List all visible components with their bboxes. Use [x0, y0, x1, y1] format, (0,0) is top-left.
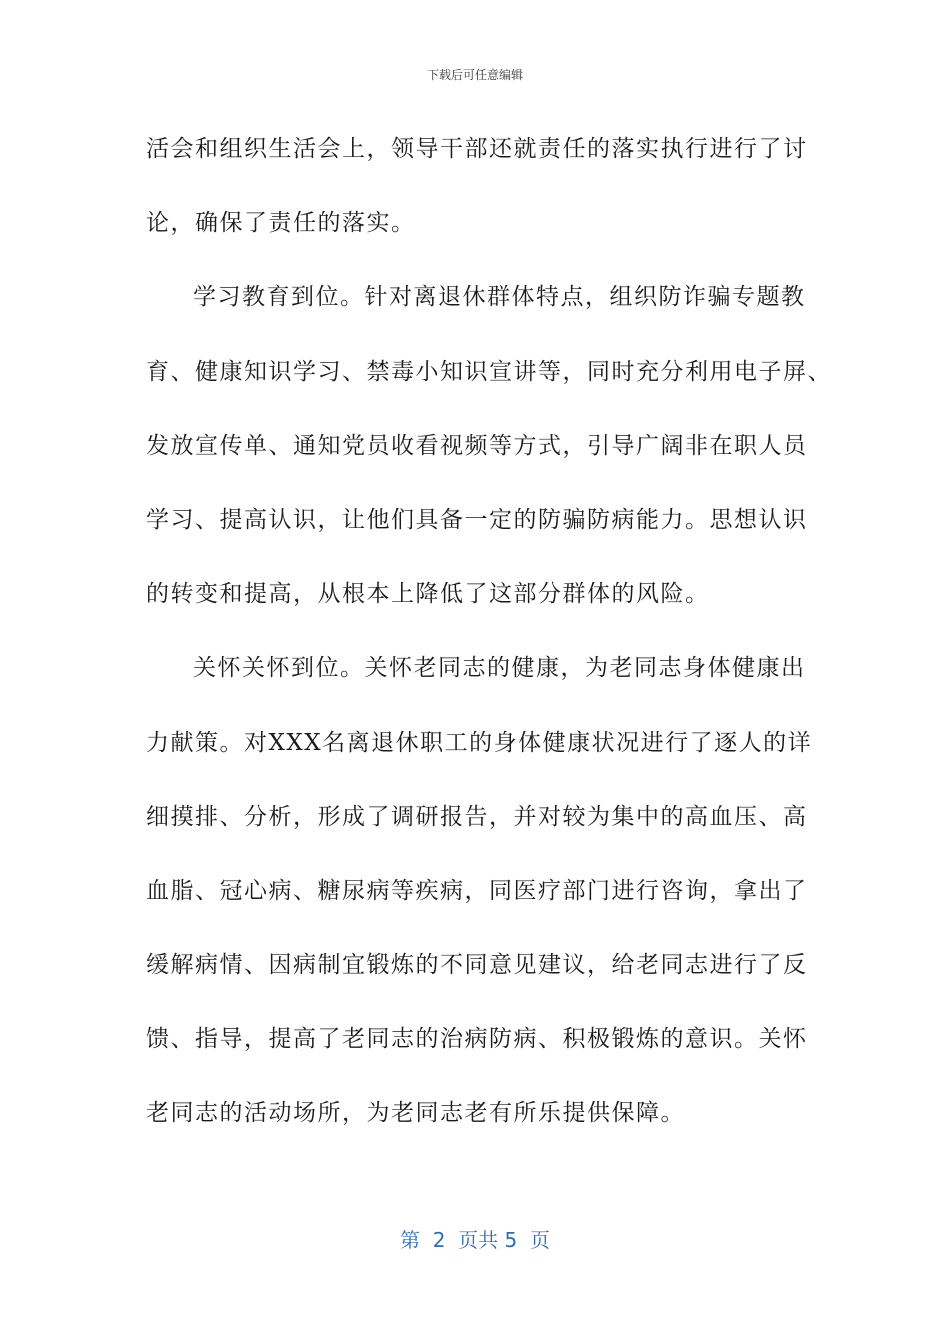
body-line: 血脂、冠心病、糖尿病等疾病，同医疗部门进行咨询，拿出了 — [146, 877, 808, 904]
paragraph-start-line: 关怀关怀到位。关怀老同志的健康，为老同志身体健康出 — [193, 655, 806, 682]
body-line: 学习、提高认识，让他们具备一定的防骗防病能力。思想认识 — [146, 506, 808, 533]
paragraph-start-line: 学习教育到位。针对离退休群体特点，组织防诈骗专题教 — [193, 284, 806, 311]
body-line: 论，确保了责任的落实。 — [146, 210, 416, 237]
document-body — [146, 112, 832, 1151]
body-line: 活会和组织生活会上，领导干部还就责任的落实执行进行了讨 — [146, 136, 808, 162]
body-line: 细摸排、分析，形成了调研报告，并对较为集中的高血压、高 — [146, 803, 808, 830]
body-line: 缓解病情、因病制宜锻炼的不同意见建议，给老同志进行了反 — [146, 952, 808, 979]
page-number-footer: 第 2 页共 5 页 — [400, 1228, 550, 1252]
page-header-note: 下载后可任意编辑 — [426, 68, 523, 82]
body-line: 发放宣传单、通知党员收看视频等方式，引导广阔非在职人员 — [146, 432, 808, 459]
body-line: 馈、指导，提高了老同志的治病防病、积极锻炼的意识。关怀 — [146, 1026, 808, 1053]
body-line: 力献策。对XXX名离退休职工的身体健康状况进行了逐人的详 — [146, 729, 813, 756]
body-line: 育、健康知识学习、禁毒小知识宣讲等，同时充分利用电子屏、 — [146, 358, 832, 385]
body-line: 老同志的活动场所，为老同志老有所乐提供保障。 — [146, 1100, 685, 1127]
body-line: 的转变和提高，从根本上降低了这部分群体的风险。 — [146, 581, 710, 608]
